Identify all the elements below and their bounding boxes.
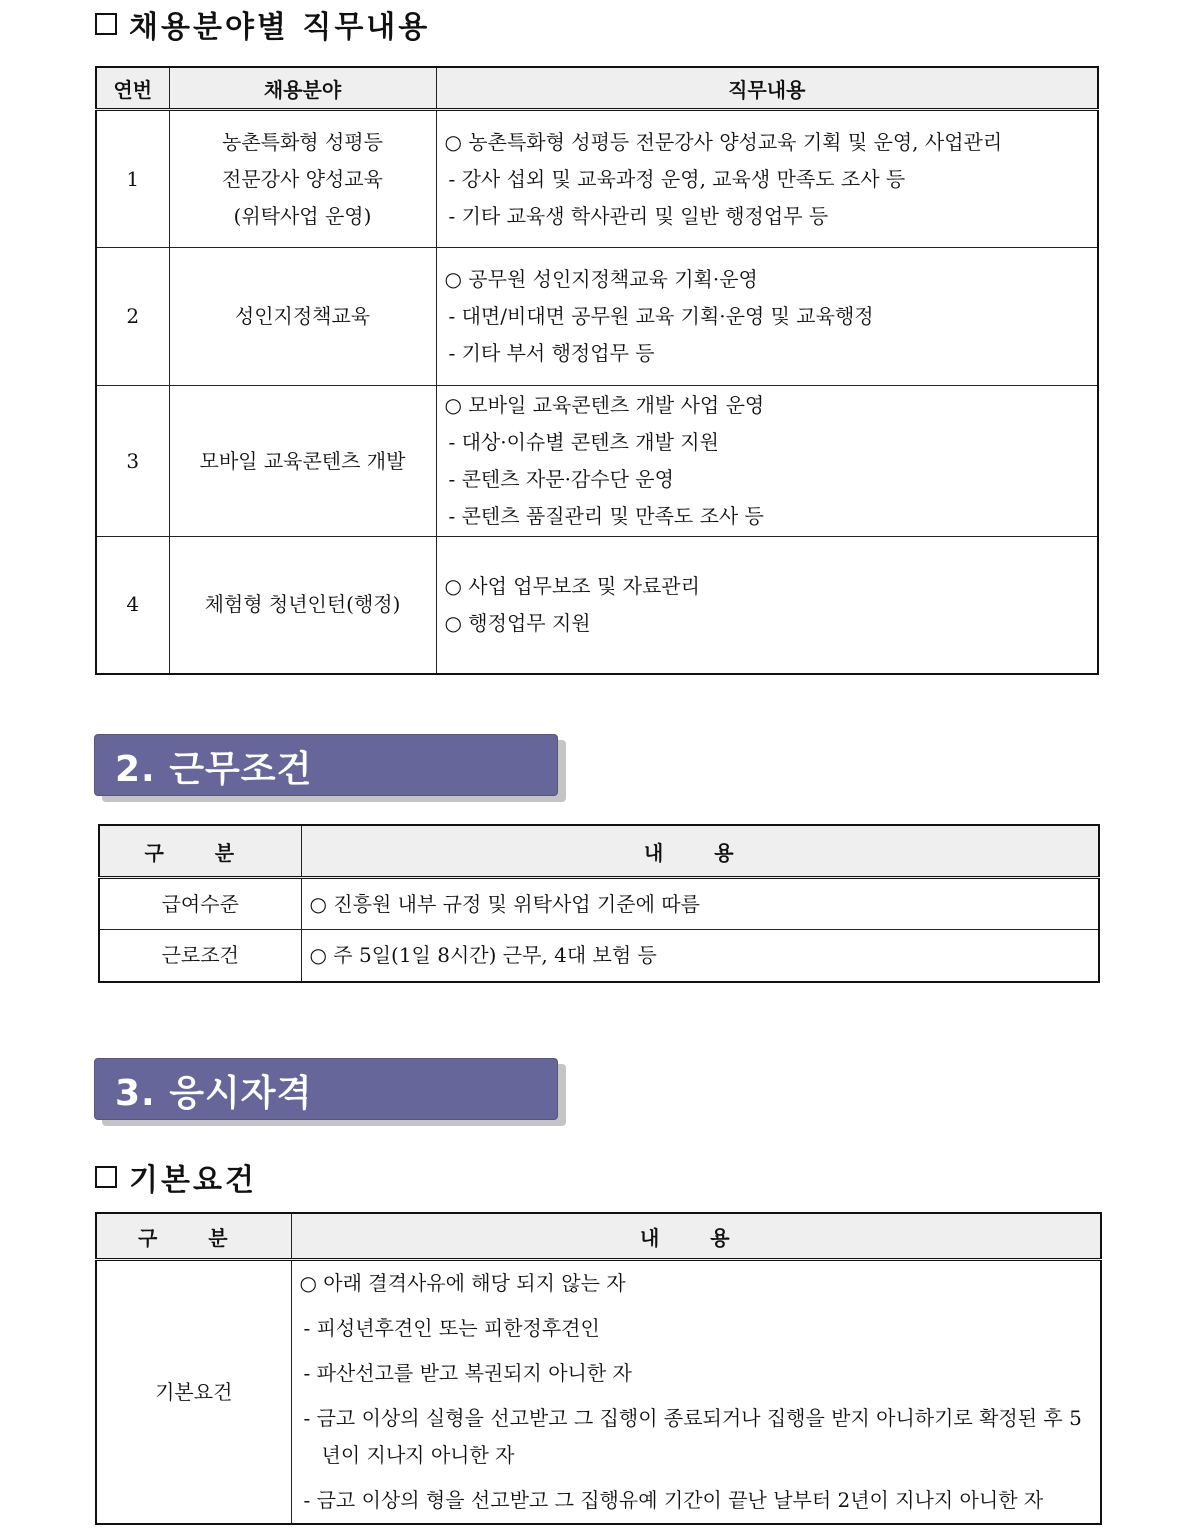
req-line: ○ 아래 결격사유에 해당 되지 않는 자: [299, 1271, 626, 1295]
field-line: 체험형 청년인턴(행정): [204, 592, 401, 617]
row-duties: [436, 248, 1098, 386]
duty-line: - 기타 부서 행정업무 등: [448, 341, 655, 365]
row-content: ○ 주 5일(1일 8시간) 근무, 4대 보험 등: [301, 930, 1099, 982]
row-no: 1: [96, 110, 169, 248]
row-field: [169, 537, 436, 674]
duty-line: - 대상·이슈별 콘텐츠 개발 지원: [448, 430, 719, 454]
row-content: [291, 1260, 1101, 1525]
basic-req-heading: [95, 1155, 257, 1199]
table-row: [96, 110, 1098, 248]
qual-table-header: [96, 1213, 1101, 1260]
duty-line: - 콘텐츠 자문·감수단 운영: [448, 467, 674, 491]
row-no: 4: [96, 537, 169, 674]
work-conditions-table: [98, 824, 1100, 983]
row-field: [169, 386, 436, 537]
duty-line: ○ 공무원 성인지정책교육 기획·운영: [444, 267, 758, 291]
job-table: [95, 66, 1099, 675]
duty-line: - 강사 섭외 및 교육과정 운영, 교육생 만족도 조사 등: [448, 166, 906, 191]
header-content: [301, 825, 1099, 878]
row-duties: [436, 386, 1098, 537]
basic-req-title: 기본요건: [129, 1163, 257, 1198]
row-field: [169, 110, 436, 248]
table-row: [96, 386, 1098, 537]
table-row: [99, 930, 1099, 982]
header-content: [291, 1213, 1101, 1260]
checkbox-icon: [95, 1166, 117, 1188]
field-line: 모바일 교육콘텐츠 개발: [199, 448, 406, 473]
header-category: [96, 1213, 291, 1260]
table-row: [96, 248, 1098, 386]
job-table-header: [96, 67, 1098, 110]
duty-line: - 대면/비대면 공무원 교육 기획·운영 및 교육행정: [448, 304, 874, 328]
row-label: 근로조건: [99, 930, 301, 982]
field-line: 전문강사 양성교육: [222, 166, 383, 191]
duty-line: ○ 농촌특화형 성평등 전문강사 양성교육 기획 및 운영, 사업관리: [444, 129, 1003, 154]
header-duties: 직무내용: [436, 67, 1098, 110]
row-duties: [436, 537, 1098, 674]
header-category-text: 구 분: [144, 840, 257, 865]
table-row: [96, 1260, 1101, 1525]
qualification-table: [95, 1212, 1102, 1525]
row-no: 2: [96, 248, 169, 386]
work-table-header: [99, 825, 1099, 878]
header-content-text: 내 용: [639, 1225, 752, 1250]
req-line: - 피성년후견인 또는 피한정후견인: [303, 1316, 600, 1340]
row-field: [169, 248, 436, 386]
checkbox-icon: [95, 13, 117, 35]
req-line: - 금고 이상의 형을 선고받고 그 집행유예 기간이 끝난 날부터 2년이 지나지 아니한 자: [303, 1488, 1044, 1512]
row-no: 3: [96, 386, 169, 537]
duty-line: - 콘텐츠 품질관리 및 만족도 조사 등: [448, 504, 764, 528]
field-line: 성인지정책교육: [234, 304, 371, 328]
job-section-heading: [95, 2, 430, 46]
duty-line: ○ 행정업무 지원: [444, 610, 591, 635]
row-content: ○ 진흥원 내부 규정 및 위탁사업 기준에 따름: [301, 878, 1099, 930]
row-label: 기본요건: [96, 1260, 291, 1525]
section-3-title: 3. 응시자격: [115, 1073, 313, 1114]
table-row: [99, 878, 1099, 930]
duty-line: ○ 사업 업무보조 및 자료관리: [444, 573, 700, 598]
header-no: 연번: [96, 67, 169, 110]
section-3-banner: [94, 1058, 558, 1120]
req-line: - 파산선고를 받고 복권되지 아니한 자: [303, 1361, 632, 1385]
header-content-text: 내 용: [643, 840, 756, 865]
row-label: 급여수준: [99, 878, 301, 930]
section-2-banner: [94, 734, 558, 796]
field-line: (위탁사업 운영): [233, 203, 372, 228]
header-category-text: 구 분: [137, 1225, 250, 1250]
job-section-title: 채용분야별 직무내용: [129, 10, 431, 45]
req-line: - 금고 이상의 실형을 선고받고 그 집행이 종료되거나 집행을 받지 아니하기로 확정된 후 5년이 지나지 아니한 자: [303, 1406, 1082, 1467]
header-category: [99, 825, 301, 878]
header-field: 채용분야: [169, 67, 436, 110]
duty-line: ○ 모바일 교육콘텐츠 개발 사업 운영: [444, 393, 765, 417]
section-2-title: 2. 근무조건: [115, 749, 313, 790]
field-line: 농촌특화형 성평등: [222, 129, 383, 154]
table-row: [96, 537, 1098, 674]
row-duties: [436, 110, 1098, 248]
duty-line: - 기타 교육생 학사관리 및 일반 행정업무 등: [448, 203, 829, 228]
